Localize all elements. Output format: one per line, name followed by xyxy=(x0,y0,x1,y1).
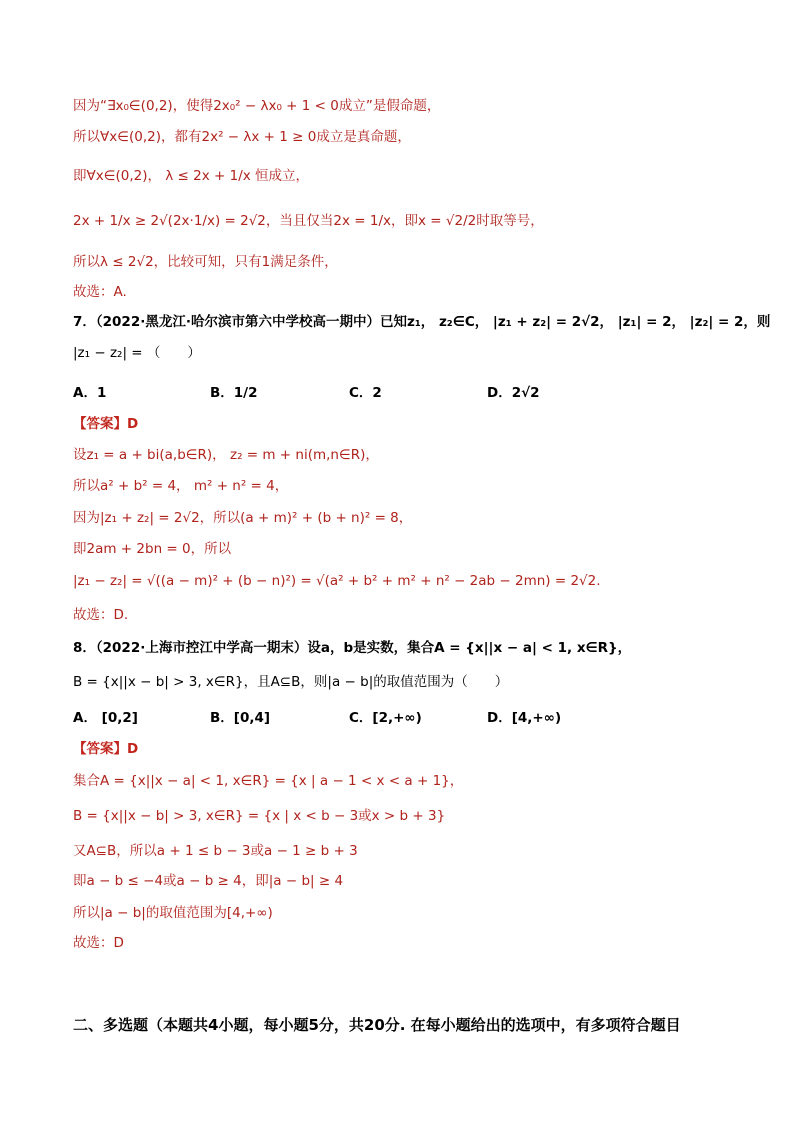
question8-solution-line1: 集合A = {x||x − a| < 1, x∈R} = {x | a − 1 < x < a + 1}， xyxy=(73,773,464,789)
question7-option-d: D．2√2 xyxy=(487,385,540,401)
question7-option-c: C．2 xyxy=(349,385,382,401)
question7-solution-line6: 故选：D. xyxy=(73,607,129,623)
question8-solution-line5: 所以|a − b|的取值范围为[4,+∞) xyxy=(73,905,273,921)
question8-option-c: C．[2,+∞) xyxy=(349,710,422,726)
question7-solution-line2: 所以a² + b² = 4， m² + n² = 4， xyxy=(73,478,289,494)
question7-option-b: B．1/2 xyxy=(210,385,258,401)
question7-answer: 【答案】D xyxy=(73,416,139,432)
question8-solution-line4: 即a − b ≤ −4或a − b ≥ 4，即|a − b| ≥ 4 xyxy=(73,873,344,889)
section2-title: 二、多选题（本题共4小题，每小题5分，共20分. 在每小题给出的选项中，有多项符合题目 xyxy=(73,1016,681,1034)
question7-stem-cont: |z₁ − z₂| = （ ） xyxy=(73,345,201,361)
question8-answer: 【答案】D xyxy=(73,741,139,757)
question8-solution-line6: 故选：D xyxy=(73,935,124,951)
question7-solution-line3: 因为|z₁ + z₂| = 2√2，所以(a + m)² + (b + n)² = 8， xyxy=(73,510,413,526)
question8-stem-cont: B = {x||x − b| > 3, x∈R}，且A⊆B，则|a − b|的取值范围为（ ） xyxy=(73,674,509,690)
question7-solution-line4: 即2am + 2bn = 0，所以 xyxy=(73,541,232,557)
question7-stem: 7．（2022·黑龙江·哈尔滨市第六中学校高一期中）已知z₁， z₂∈C， |z₁ + z₂| = 2√2， |z₁| = 2， |z₂| = 2，则 xyxy=(73,314,771,330)
question7-option-a: A．1 xyxy=(73,385,107,401)
question8-option-b: B．[0,4] xyxy=(210,710,271,726)
question7-solution-line1: 设z₁ = a + bi(a,b∈R)， z₂ = m + ni(m,n∈R)， xyxy=(73,447,379,463)
solution6-line2: 所以∀x∈(0,2)，都有2x² − λx + 1 ≥ 0成立是真命题， xyxy=(73,129,411,145)
question8-solution-line2: B = {x||x − b| > 3, x∈R} = {x | x < b − 3或x > b + 3} xyxy=(73,808,446,824)
question8-option-a: A． [0,2] xyxy=(73,710,138,726)
question7-solution-line5: |z₁ − z₂| = √((a − m)² + (b − n)²) = √(a² + b² + m² + n² − 2ab − 2mn) = 2√2. xyxy=(73,573,601,589)
solution6-line5: 所以λ ≤ 2√2，比较可知，只有1满足条件， xyxy=(73,254,338,270)
solution6-line1: 因为“∃x₀∈(0,2)，使得2x₀² − λx₀ + 1 < 0成立”是假命题， xyxy=(73,98,441,114)
solution6-line6: 故选：A. xyxy=(73,284,127,300)
question8-option-d: D．[4,+∞) xyxy=(487,710,562,726)
solution6-line4: 2x + 1/x ≥ 2√(2x·1/x) = 2√2，当且仅当2x = 1/x，即x = √2/2时取等号， xyxy=(73,213,544,229)
question8-stem: 8．（2022·上海市控江中学高一期末）设a，b是实数，集合A = {x||x − a| < 1, x∈R}， xyxy=(73,640,632,656)
solution6-line3: 即∀x∈(0,2)， λ ≤ 2x + 1/x 恒成立， xyxy=(73,168,310,184)
question8-solution-line3: 又A⊆B，所以a + 1 ≤ b − 3或a − 1 ≥ b + 3 xyxy=(73,843,358,859)
